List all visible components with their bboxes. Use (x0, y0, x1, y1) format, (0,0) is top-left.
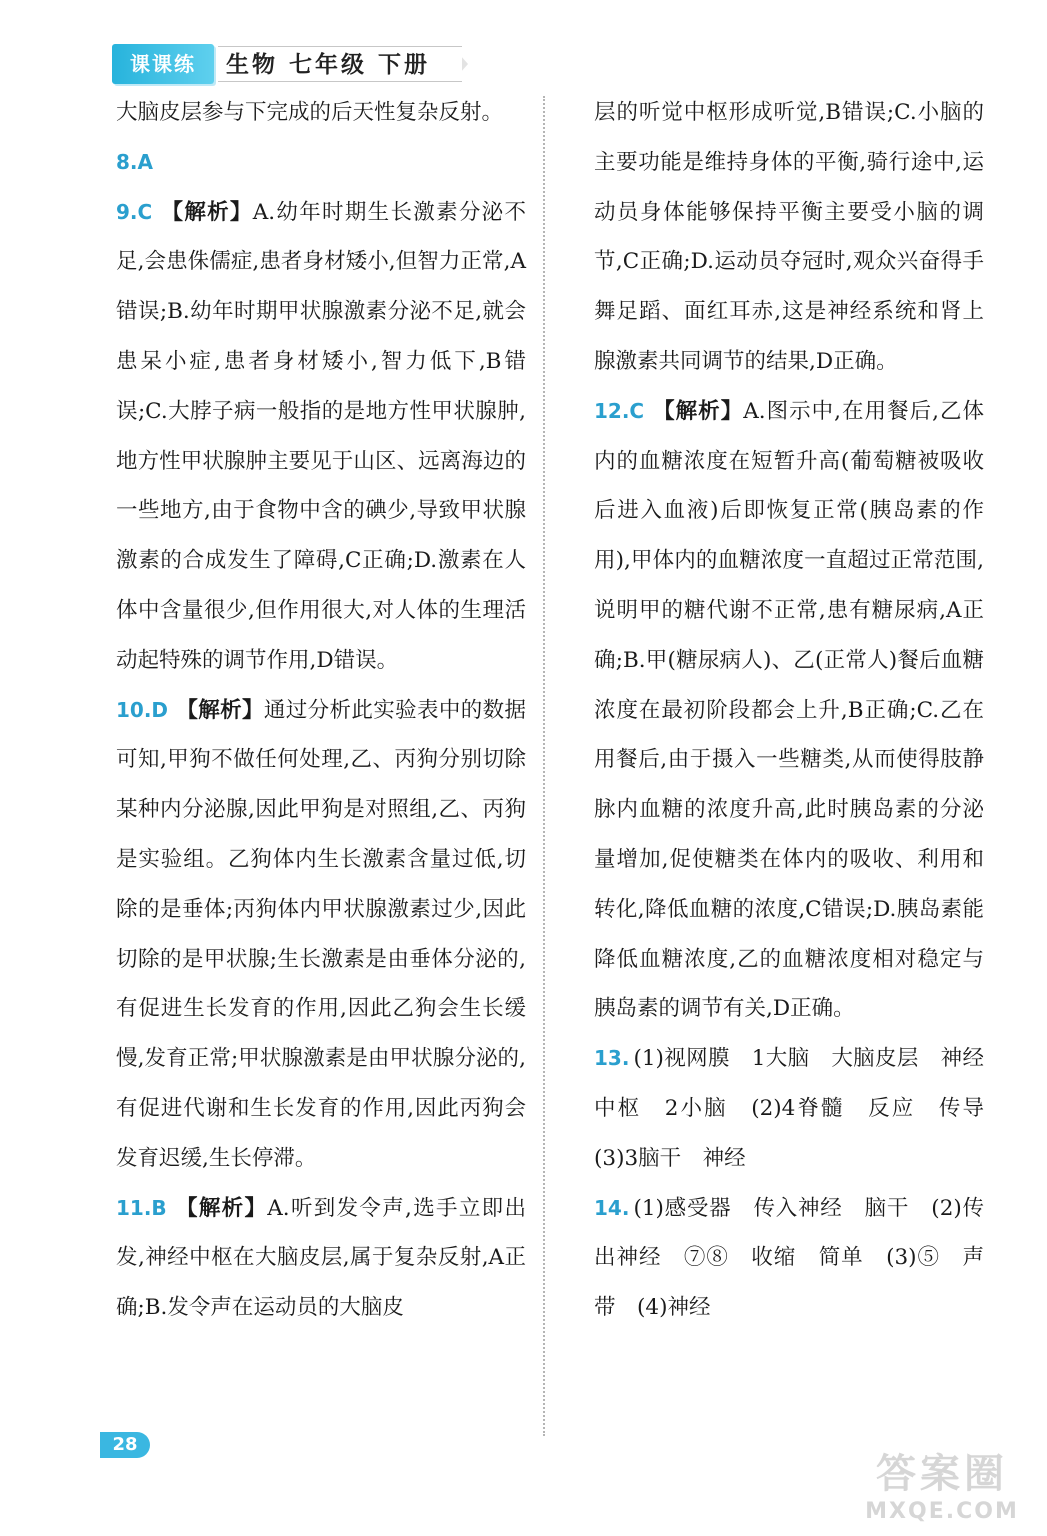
answer-number: 9.C (116, 199, 153, 224)
analysis-tag: 【解析】 (652, 398, 744, 424)
right-column (594, 88, 1006, 1333)
continued-text: 大脑皮层参与下完成的后天性复杂反射。 (116, 100, 504, 125)
analysis-tag: 【解析】 (176, 697, 264, 723)
continued-text: 层的听觉中枢形成听觉,B错误;C.小脑的主要功能是维持身体的平衡,骑行途中,运动员身体能够保持平衡主要受小脑的调节,C正确;D.运动员夺冠时,观众兴奋得手舞足蹈、面红耳赤,这是神经系统和肾上腺激素共同调节的结果,D正确。 (594, 100, 984, 374)
answer-13 (594, 1034, 1006, 1183)
answer-9 (116, 188, 526, 686)
answer-14 (594, 1184, 984, 1333)
brand-badge: 课课练 (112, 44, 214, 84)
answer-number: 14. (594, 1195, 630, 1220)
answer-text: A.听到发令声,选手立即出发,神经中枢在大脑皮层,属于复杂反射,A正确;B.发令声在运动员的大脑皮 (116, 1195, 526, 1321)
watermark-title: 答案圈 (876, 1451, 1008, 1497)
answer-text: A.图示中,在用餐后,乙体内的血糖浓度在短暂升高(葡萄糖被吸收后进入血液)后即恢复正常(胰岛素的作用),甲体内的血糖浓度一直超过正常范围,说明甲的糖代谢不正常,患有糖尿病,A正确;B.甲(糖尿病人)、乙(正常人)餐后血糖浓度在最初阶段都会上升,B正确;C.乙在用餐后,由于摄入一些糖类,从而使得肢静脉内血糖的浓度升高,此时胰岛素的分泌量增加,促使糖类在体内的吸收、利用和转化,降低血糖的浓度,C错误;D.胰岛素能降低血糖浓度,乙的血糖浓度相对稳定与胰岛素的调节有关,D正确。 (594, 398, 984, 1022)
analysis-tag: 【解析】 (160, 199, 253, 225)
left-column (116, 88, 526, 1333)
watermark-logo (857, 1450, 1027, 1530)
answer-11 (116, 1184, 526, 1333)
answer-text: (1)视网膜 1大脑 大脑皮层 神经中枢 2小脑 (2)4脊髓 反应 传导 (3)3脑干 神经 (594, 1046, 1006, 1171)
answer-text: (1)感受器 传入神经 脑干 (2)传出神经 ⑦⑧ 收缩 简单 (3)⑤ 声带 (4)神经 (594, 1195, 984, 1321)
answer-number: 10.D (116, 697, 169, 722)
answer-number: 11.B (116, 1195, 167, 1220)
answer-text: A.幼年时期生长激素分泌不足,会患侏儒症,患者身材矮小,但智力正常,A错误;B.幼年时期甲状腺激素分泌不足,就会患呆小症,患者身材矮小,智力低下,B错误;C.大脖子病一般指的是地方性甲状腺肿,地方性甲状腺肿主要见于山区、远离海边的一些地方,由于食物中含的碘少,导致甲状腺激素的合成发生了障碍,C正确;D.激素在人体中含量很少,但作用很大,对人体的生理活动起特殊的调节作用,D错误。 (116, 199, 526, 673)
page-header (112, 36, 472, 88)
column-divider (543, 96, 545, 1436)
page-number: 28 (100, 1432, 150, 1458)
subject-title: 生物 七年级 下册 (218, 46, 462, 82)
analysis-tag: 【解析】 (174, 1195, 268, 1221)
answer-number: 8.A (116, 149, 153, 174)
answer-text: 通过分析此实验表中的数据可知,甲狗不做任何处理,乙、丙狗分别切除某种内分泌腺,因此甲狗是对照组,乙、丙狗是实验组。乙狗体内生长激素含量过低,切除的是垂体;丙狗体内甲状腺激素过少,因此切除的是甲状腺;生长激素是由垂体分泌的,有促进生长发育的作用,因此乙狗会生长缓慢,发育正常;甲状腺激素是由甲状腺分泌的,有促进代谢和生长发育的作用,因此丙狗会发育迟缓,生长停滞。 (116, 697, 526, 1171)
answer-number: 13. (594, 1046, 630, 1071)
answer-12 (594, 387, 984, 1034)
answer-number: 12.C (594, 398, 645, 423)
answer-8 (116, 138, 526, 188)
answer-10 (116, 686, 526, 1184)
watermark-url: MXQE.COM (865, 1499, 1019, 1524)
